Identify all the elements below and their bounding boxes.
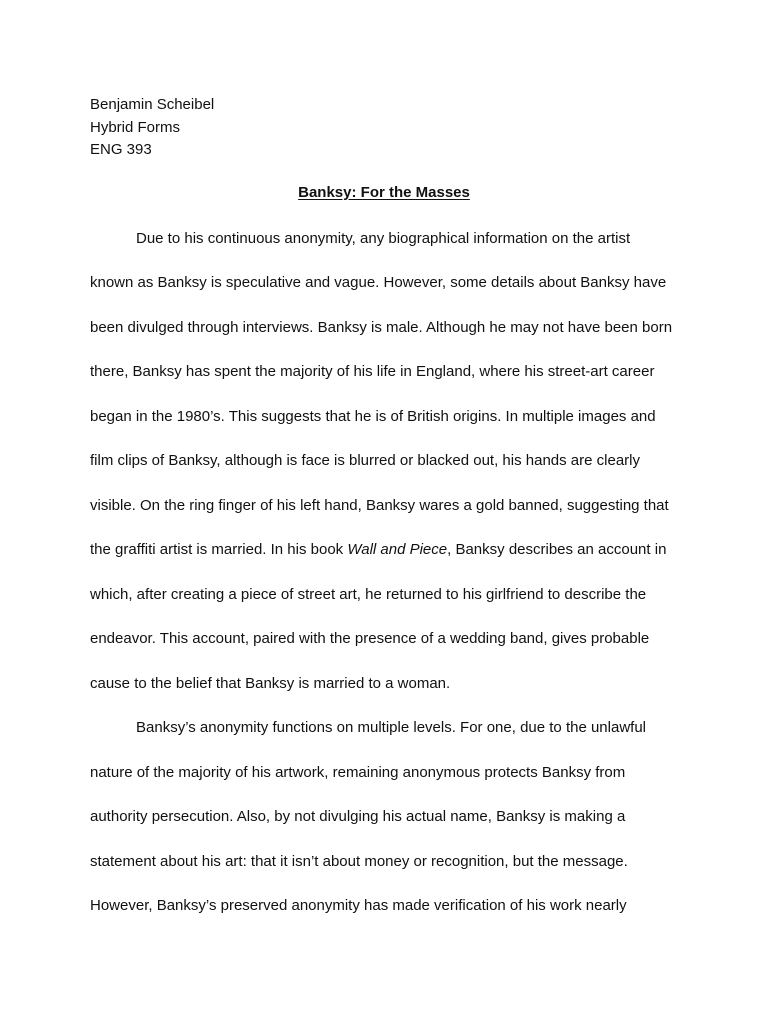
- paragraph-1-line-11: cause to the belief that Banksy is married to a woman.: [90, 675, 451, 692]
- paragraph-1-line-8: [90, 539, 666, 561]
- paragraph-2-line-3: authority persecution. Also, by not divulging his actual name, Banksy is making a: [90, 808, 626, 825]
- paragraph-1-line-10: endeavor. This account, paired with the presence of a wedding band, gives probable: [90, 630, 650, 647]
- book-title: Wall and Piece: [347, 541, 448, 558]
- course-name: Hybrid Forms: [90, 118, 181, 136]
- document-header: [90, 94, 214, 162]
- paragraph-1-line-1: Due to his continuous anonymity, any biographical information on the artist: [136, 230, 631, 247]
- paragraph-1-line-2: known as Banksy is speculative and vague. However, some details about Banksy have: [90, 274, 667, 291]
- paragraph-2-line-5: However, Banksy’s preserved anonymity has made verification of his work nearly: [90, 897, 627, 914]
- paragraph-1-line-5: began in the 1980’s. This suggests that he is of British origins. In multiple images and: [90, 408, 656, 425]
- paragraph-2-line-4: statement about his art: that it isn’t about money or recognition, but the message.: [90, 853, 628, 870]
- essay-title: Banksy: For the Masses: [298, 184, 470, 201]
- paragraph-1-line-7: visible. On the ring finger of his left hand, Banksy wares a gold banned, suggesting that: [90, 497, 669, 514]
- paragraph-1-line-9: which, after creating a piece of street art, he returned to his girlfriend to describe the: [90, 586, 647, 603]
- paragraph-2-line-2: nature of the majority of his artwork, remaining anonymous protects Banksy from: [90, 764, 626, 781]
- author-name: Benjamin Scheibel: [90, 96, 215, 113]
- line-8-text-before: the graffiti artist is married. In his book: [90, 541, 348, 558]
- paragraph-2-line-1: Banksy’s anonymity functions on multiple levels. For one, due to the unlawful: [136, 719, 646, 736]
- paragraph-1-line-4: there, Banksy has spent the majority of his life in England, where his street-art career: [90, 363, 655, 380]
- paragraph-1-line-6: film clips of Banksy, although is face is blurred or blacked out, his hands are clearly: [90, 452, 640, 469]
- paragraph-1-line-3: been divulged through interviews. Banksy is male. Although he may not have been born: [90, 319, 673, 336]
- course-code: ENG 393: [90, 141, 152, 158]
- line-8-text-after: , Banksy describes an account in: [447, 541, 667, 558]
